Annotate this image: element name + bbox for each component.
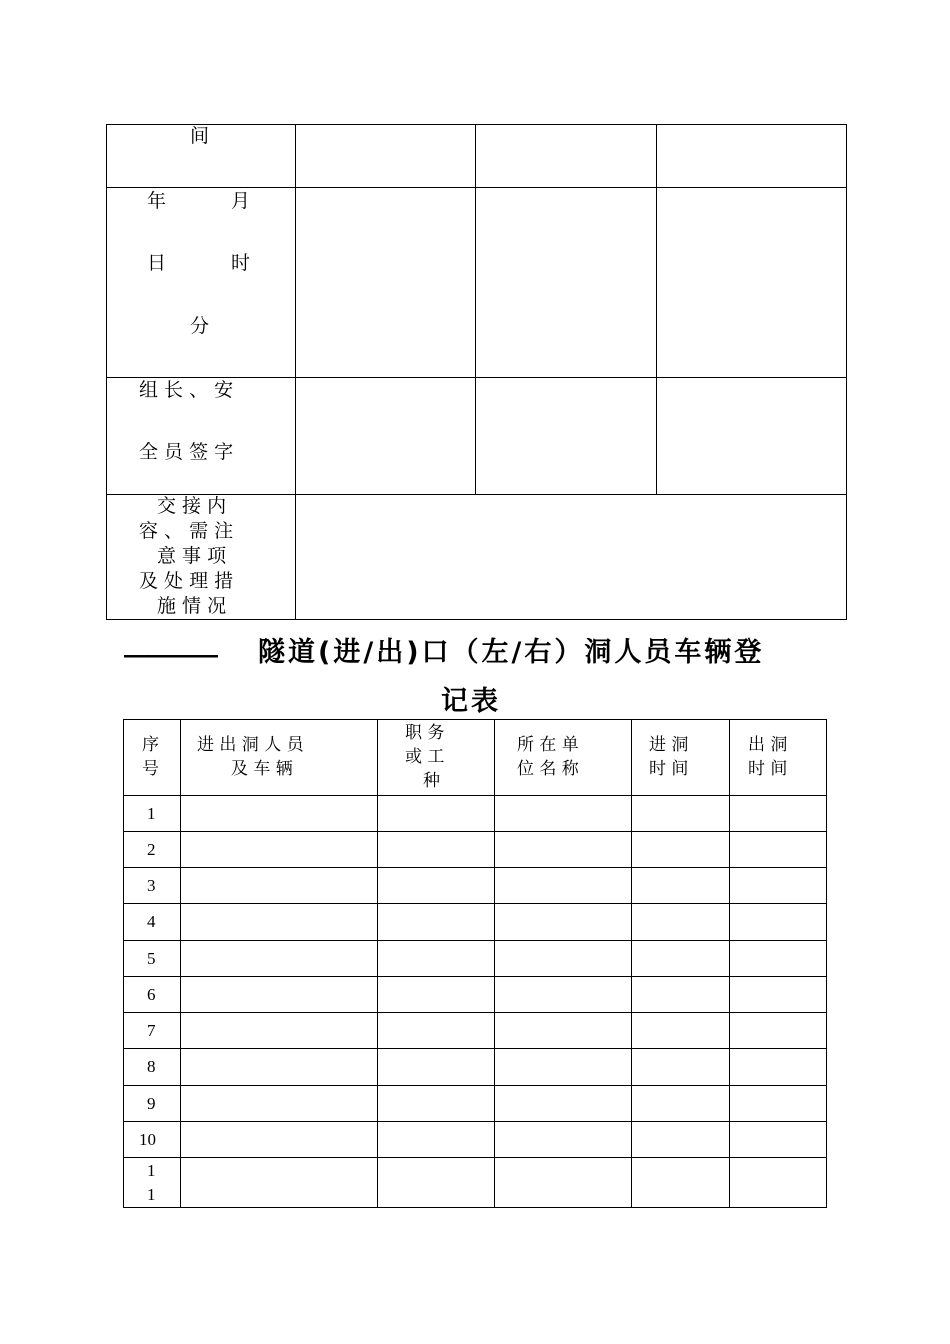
day-label: 日 [147,252,167,274]
minute-label: 分 [190,315,210,337]
row-number: 1 [147,1161,156,1180]
hour-label: 时 [231,252,251,274]
header-job: 职 务 [405,723,445,743]
row-number: 9 [147,1094,156,1113]
row-number: 7 [147,1021,156,1040]
handover-content-label: 及 处 理 措 [139,570,234,592]
header-enter-time: 时 间 [649,759,689,779]
row-number: 6 [147,985,156,1004]
header-seq: 号 [142,759,159,779]
row-number: 1 [147,804,156,823]
register-title-line1: 隧道(进/出)口（左/右）洞人员车辆登 [258,637,765,668]
header-enter-time: 进 洞 [649,735,689,755]
month-label: 月 [231,190,251,212]
row-number: 10 [139,1130,156,1149]
header-unit: 位 名 称 [517,759,579,779]
year-label: 年 [147,190,167,212]
header-exit-time: 时 间 [748,759,788,779]
row-number: 1 [147,1185,156,1204]
signature-label-line1: 组 长 、 安 [139,379,234,401]
handover-content-label: 意 事 项 [157,545,227,567]
title-blank: ________ [124,627,216,658]
time-row-label: 间 [190,125,210,147]
header-exit-time: 出 洞 [748,735,788,755]
header-person: 进 出 洞 人 员 [197,735,304,755]
row-number: 3 [147,876,156,895]
signature-label-line2: 全 员 签 字 [139,441,234,463]
row-number: 5 [147,949,156,968]
header-person: 及 车 辆 [231,759,293,779]
register-title-line2: 记表 [441,686,501,717]
row-number: 4 [147,912,156,931]
handover-content-label: 容 、 需 注 [139,520,234,542]
handover-content-label: 交 接 内 [157,495,227,517]
row-number: 8 [147,1057,156,1076]
header-job: 种 [423,771,440,791]
header-job: 或 工 [405,747,445,767]
header-seq: 序 [142,735,159,755]
header-unit: 所 在 单 [517,735,579,755]
handover-content-label: 施 情 况 [157,595,227,617]
row-number: 2 [147,840,156,859]
